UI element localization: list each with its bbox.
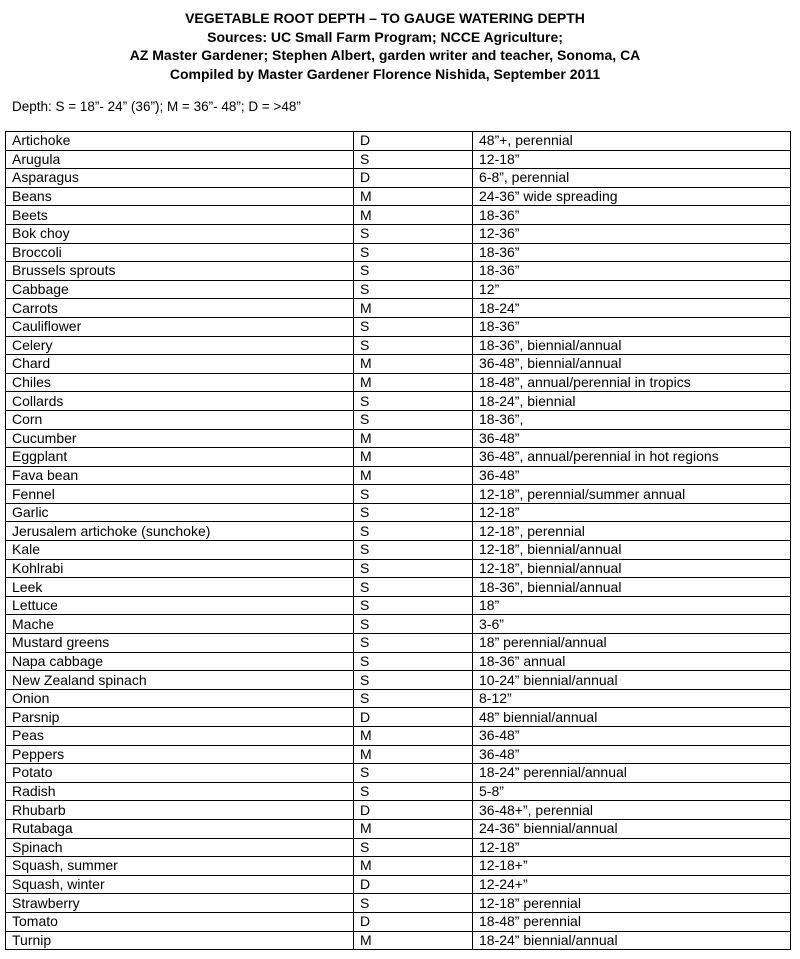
depth-code-cell: M xyxy=(354,448,473,467)
table-row xyxy=(6,931,791,950)
depth-code-cell: S xyxy=(354,689,473,708)
root-depth-cell: 18-36”, xyxy=(473,410,791,429)
root-depth-cell: 48” biennial/annual xyxy=(473,708,791,727)
root-depth-cell: 8-12” xyxy=(473,689,791,708)
depth-code-cell: S xyxy=(354,615,473,634)
depth-code-cell: S xyxy=(354,541,473,560)
vegetable-name-cell: Peas xyxy=(6,727,354,746)
depth-legend: Depth: S = 18”- 24” (36”); M = 36”- 48”; D = >48” xyxy=(12,99,301,114)
table-row xyxy=(6,634,791,653)
root-depth-cell: 18-24” perennial/annual xyxy=(473,764,791,783)
root-depth-cell: 36-48” xyxy=(473,429,791,448)
vegetable-name-cell: Asparagus xyxy=(6,169,354,188)
table-row xyxy=(6,541,791,560)
vegetable-name-cell: Fava bean xyxy=(6,466,354,485)
depth-code-cell: D xyxy=(354,875,473,894)
depth-code-cell: D xyxy=(354,708,473,727)
root-depth-table xyxy=(5,131,791,950)
depth-code-cell: S xyxy=(354,764,473,783)
root-depth-cell: 18-36”, biennial/annual xyxy=(473,336,791,355)
table-row xyxy=(6,801,791,820)
table-row xyxy=(6,522,791,541)
vegetable-name-cell: Bok choy xyxy=(6,224,354,243)
vegetable-name-cell: Leek xyxy=(6,578,354,597)
root-depth-cell: 12-18”, perennial xyxy=(473,522,791,541)
vegetable-name-cell: Chiles xyxy=(6,373,354,392)
table-row xyxy=(6,745,791,764)
vegetable-name-cell: Artichoke xyxy=(6,132,354,151)
vegetable-name-cell: Strawberry xyxy=(6,894,354,913)
vegetable-name-cell: Parsnip xyxy=(6,708,354,727)
vegetable-name-cell: Squash, summer xyxy=(6,857,354,876)
depth-code-cell: S xyxy=(354,485,473,504)
table-row xyxy=(6,782,791,801)
vegetable-name-cell: Spinach xyxy=(6,838,354,857)
root-depth-cell: 36-48” xyxy=(473,466,791,485)
vegetable-name-cell: Chard xyxy=(6,355,354,374)
root-depth-cell: 3-6” xyxy=(473,615,791,634)
vegetable-name-cell: Arugula xyxy=(6,150,354,169)
depth-code-cell: S xyxy=(354,559,473,578)
table-row xyxy=(6,652,791,671)
vegetable-name-cell: Radish xyxy=(6,782,354,801)
depth-code-cell: M xyxy=(354,187,473,206)
depth-code-cell: S xyxy=(354,522,473,541)
document-header xyxy=(0,9,770,83)
vegetable-name-cell: Brussels sprouts xyxy=(6,262,354,281)
table-row xyxy=(6,615,791,634)
table-row xyxy=(6,708,791,727)
root-depth-cell: 12” xyxy=(473,280,791,299)
table-row xyxy=(6,894,791,913)
table-row xyxy=(6,764,791,783)
vegetable-name-cell: Peppers xyxy=(6,745,354,764)
table-row xyxy=(6,262,791,281)
root-depth-cell: 10-24” biennial/annual xyxy=(473,671,791,690)
vegetable-name-cell: Garlic xyxy=(6,503,354,522)
depth-code-cell: M xyxy=(354,466,473,485)
vegetable-name-cell: Mustard greens xyxy=(6,634,354,653)
depth-code-cell: S xyxy=(354,782,473,801)
table-row xyxy=(6,336,791,355)
vegetable-name-cell: Lettuce xyxy=(6,596,354,615)
depth-code-cell: M xyxy=(354,206,473,225)
sources-line-2: AZ Master Gardener; Stephen Albert, garden writer and teacher, Sonoma, CA xyxy=(129,47,641,63)
root-depth-cell: 12-18”, perennial/summer annual xyxy=(473,485,791,504)
vegetable-name-cell: Carrots xyxy=(6,299,354,318)
table-row xyxy=(6,355,791,374)
depth-code-cell: M xyxy=(354,299,473,318)
vegetable-name-cell: Rutabaga xyxy=(6,819,354,838)
depth-code-cell: M xyxy=(354,727,473,746)
depth-code-cell: S xyxy=(354,410,473,429)
depth-code-cell: S xyxy=(354,894,473,913)
depth-code-cell: S xyxy=(354,503,473,522)
depth-code-cell: D xyxy=(354,801,473,820)
depth-code-cell: M xyxy=(354,931,473,950)
vegetable-name-cell: Jerusalem artichoke (sunchoke) xyxy=(6,522,354,541)
root-depth-cell: 12-24+” xyxy=(473,875,791,894)
table-row xyxy=(6,150,791,169)
vegetable-name-cell: Rhubarb xyxy=(6,801,354,820)
depth-code-cell: M xyxy=(354,745,473,764)
depth-code-cell: S xyxy=(354,671,473,690)
table-row xyxy=(6,559,791,578)
depth-code-cell: S xyxy=(354,652,473,671)
vegetable-name-cell: Turnip xyxy=(6,931,354,950)
vegetable-name-cell: Kale xyxy=(6,541,354,560)
table-row xyxy=(6,689,791,708)
vegetable-name-cell: Cauliflower xyxy=(6,317,354,336)
depth-code-cell: S xyxy=(354,317,473,336)
root-depth-cell: 24-36” wide spreading xyxy=(473,187,791,206)
table-row xyxy=(6,503,791,522)
vegetable-name-cell: Beets xyxy=(6,206,354,225)
root-depth-cell: 36-48” xyxy=(473,727,791,746)
root-depth-cell: 12-18” perennial xyxy=(473,894,791,913)
depth-code-cell: D xyxy=(354,912,473,931)
vegetable-name-cell: Fennel xyxy=(6,485,354,504)
root-depth-cell: 18” xyxy=(473,596,791,615)
root-depth-cell: 18-36” annual xyxy=(473,652,791,671)
root-depth-cell: 5-8” xyxy=(473,782,791,801)
root-depth-cell: 12-18” xyxy=(473,503,791,522)
table-row xyxy=(6,448,791,467)
table-row xyxy=(6,392,791,411)
vegetable-name-cell: Tomato xyxy=(6,912,354,931)
table-row xyxy=(6,373,791,392)
root-depth-table-body xyxy=(6,132,791,950)
table-row xyxy=(6,727,791,746)
root-depth-cell: 12-36” xyxy=(473,224,791,243)
root-depth-cell: 6-8”, perennial xyxy=(473,169,791,188)
depth-code-cell: S xyxy=(354,578,473,597)
root-depth-cell: 18-24”, biennial xyxy=(473,392,791,411)
depth-code-cell: M xyxy=(354,373,473,392)
table-row xyxy=(6,429,791,448)
depth-code-cell: M xyxy=(354,819,473,838)
table-row xyxy=(6,132,791,151)
root-depth-cell: 36-48” xyxy=(473,745,791,764)
depth-code-cell: D xyxy=(354,132,473,151)
root-depth-cell: 12-18” xyxy=(473,150,791,169)
depth-code-cell: M xyxy=(354,355,473,374)
table-row xyxy=(6,280,791,299)
vegetable-name-cell: Celery xyxy=(6,336,354,355)
root-depth-cell: 18-36”, biennial/annual xyxy=(473,578,791,597)
root-depth-cell: 12-18+” xyxy=(473,857,791,876)
root-depth-cell: 36-48”, annual/perennial in hot regions xyxy=(473,448,791,467)
root-depth-cell: 18-24” biennial/annual xyxy=(473,931,791,950)
vegetable-name-cell: Napa cabbage xyxy=(6,652,354,671)
table-row xyxy=(6,243,791,262)
depth-code-cell: S xyxy=(354,392,473,411)
depth-code-cell: S xyxy=(354,150,473,169)
root-depth-cell: 36-48”, biennial/annual xyxy=(473,355,791,374)
vegetable-name-cell: New Zealand spinach xyxy=(6,671,354,690)
table-row xyxy=(6,206,791,225)
depth-code-cell: S xyxy=(354,838,473,857)
vegetable-name-cell: Corn xyxy=(6,410,354,429)
vegetable-name-cell: Cabbage xyxy=(6,280,354,299)
vegetable-name-cell: Eggplant xyxy=(6,448,354,467)
root-depth-cell: 18-48” perennial xyxy=(473,912,791,931)
table-row xyxy=(6,857,791,876)
root-depth-cell: 24-36” biennial/annual xyxy=(473,819,791,838)
table-row xyxy=(6,578,791,597)
vegetable-name-cell: Cucumber xyxy=(6,429,354,448)
depth-code-cell: S xyxy=(354,224,473,243)
compiled-by-line: Compiled by Master Gardener Florence Nishida, September 2011 xyxy=(169,65,601,82)
root-depth-cell: 48”+, perennial xyxy=(473,132,791,151)
vegetable-name-cell: Broccoli xyxy=(6,243,354,262)
table-row xyxy=(6,224,791,243)
root-depth-cell: 18-36” xyxy=(473,262,791,281)
root-depth-cell: 18-36” xyxy=(473,206,791,225)
root-depth-cell: 18-36” xyxy=(473,243,791,262)
table-row xyxy=(6,410,791,429)
table-row xyxy=(6,596,791,615)
table-row xyxy=(6,187,791,206)
root-depth-cell: 18-24” xyxy=(473,299,791,318)
depth-code-cell: S xyxy=(354,596,473,615)
table-row xyxy=(6,485,791,504)
root-depth-cell: 18-48”, annual/perennial in tropics xyxy=(473,373,791,392)
document-title: VEGETABLE ROOT DEPTH – TO GAUGE WATERING DEPTH xyxy=(185,10,585,26)
depth-code-cell: S xyxy=(354,243,473,262)
root-depth-cell: 12-18” xyxy=(473,838,791,857)
table-row xyxy=(6,466,791,485)
depth-code-cell: S xyxy=(354,336,473,355)
depth-code-cell: S xyxy=(354,262,473,281)
vegetable-name-cell: Mache xyxy=(6,615,354,634)
root-depth-cell: 18” perennial/annual xyxy=(473,634,791,653)
table-row xyxy=(6,671,791,690)
vegetable-name-cell: Collards xyxy=(6,392,354,411)
table-row xyxy=(6,838,791,857)
vegetable-name-cell: Squash, winter xyxy=(6,875,354,894)
depth-code-cell: D xyxy=(354,169,473,188)
depth-code-cell: M xyxy=(354,857,473,876)
table-row xyxy=(6,317,791,336)
vegetable-name-cell: Onion xyxy=(6,689,354,708)
root-depth-cell: 36-48+”, perennial xyxy=(473,801,791,820)
depth-code-cell: S xyxy=(354,280,473,299)
root-depth-cell: 18-36” xyxy=(473,317,791,336)
vegetable-name-cell: Beans xyxy=(6,187,354,206)
table-row xyxy=(6,875,791,894)
table-row xyxy=(6,912,791,931)
vegetable-name-cell: Kohlrabi xyxy=(6,559,354,578)
vegetable-name-cell: Potato xyxy=(6,764,354,783)
root-depth-cell: 12-18”, biennial/annual xyxy=(473,541,791,560)
depth-code-cell: M xyxy=(354,429,473,448)
sources-line-1: Sources: UC Small Farm Program; NCCE Agriculture; xyxy=(207,28,563,45)
table-row xyxy=(6,819,791,838)
depth-code-cell: S xyxy=(354,634,473,653)
table-row xyxy=(6,299,791,318)
root-depth-cell: 12-18”, biennial/annual xyxy=(473,559,791,578)
table-row xyxy=(6,169,791,188)
